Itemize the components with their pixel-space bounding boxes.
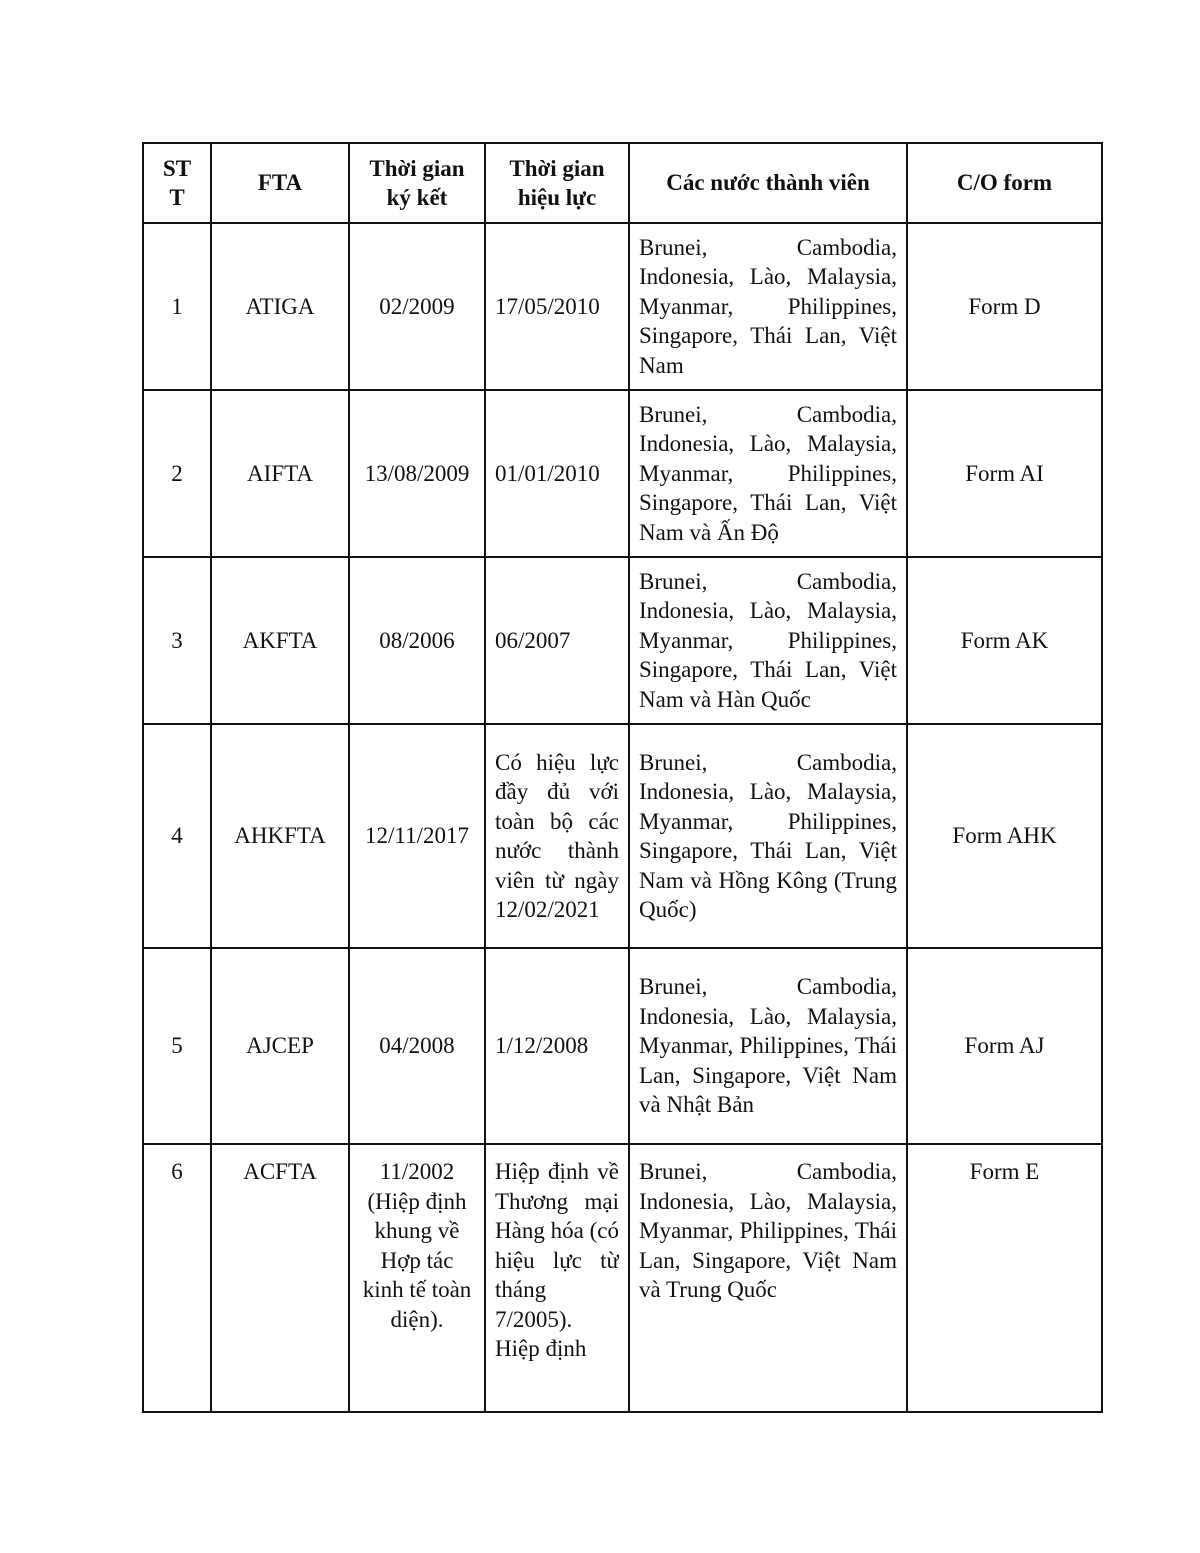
cell-members: Brunei, Cambodia, Indonesia, Lào, Malaysia, Myanmar, Philippines, Singapore, Thái Lan, Việt Nam và Hàn Quốc [629,557,907,724]
cell-fta: AIFTA [211,390,349,557]
cell-co-form: Form AJ [907,948,1102,1144]
cell-signed: 11/2002 (Hiệp định khung về Hợp tác kinh tế toàn diện). [349,1144,485,1412]
table-row [143,223,1102,390]
header-signed: Thời gian ký kết [349,143,485,223]
cell-fta: AKFTA [211,557,349,724]
cell-effective: Có hiệu lực đầy đủ với toàn bộ các nước thành viên từ ngày 12/02/2021 [485,724,629,948]
cell-members: Brunei, Cambodia, Indonesia, Lào, Malaysia, Myanmar, Philippines, Singapore, Thái Lan, Việt Nam và Ấn Độ [629,390,907,557]
cell-stt: 2 [143,390,211,557]
cell-members: Brunei, Cambodia, Indonesia, Lào, Malaysia, Myanmar, Philippines, Singapore, Thái Lan, Việt Nam [629,223,907,390]
cell-members: Brunei, Cambodia, Indonesia, Lào, Malaysia, Myanmar, Philippines, Thái Lan, Singapore, Việt Nam và Nhật Bản [629,948,907,1144]
cell-stt: 3 [143,557,211,724]
cell-effective: 1/12/2008 [485,948,629,1144]
header-members: Các nước thành viên [629,143,907,223]
cell-fta: AHKFTA [211,724,349,948]
cell-co-form: Form E [907,1144,1102,1412]
fta-table [142,142,1103,1413]
table-row [143,948,1102,1144]
header-fta: FTA [211,143,349,223]
cell-co-form: Form AI [907,390,1102,557]
cell-effective: 06/2007 [485,557,629,724]
cell-effective: 17/05/2010 [485,223,629,390]
cell-members: Brunei, Cambodia, Indonesia, Lào, Malaysia, Myanmar, Philippines, Thái Lan, Singapore, Việt Nam và Trung Quốc [629,1144,907,1412]
cell-signed: 12/11/2017 [349,724,485,948]
cell-effective: 01/01/2010 [485,390,629,557]
cell-co-form: Form D [907,223,1102,390]
cell-stt: 1 [143,223,211,390]
cell-co-form: Form AHK [907,724,1102,948]
table-row [143,724,1102,948]
cell-signed: 13/08/2009 [349,390,485,557]
cell-fta: AJCEP [211,948,349,1144]
table-row [143,1144,1102,1412]
table-row [143,390,1102,557]
cell-members: Brunei, Cambodia, Indonesia, Lào, Malaysia, Myanmar, Philippines, Singapore, Thái Lan, Việt Nam và Hồng Kông (Trung Quốc) [629,724,907,948]
header-co-form: C/O form [907,143,1102,223]
table-row [143,557,1102,724]
cell-co-form: Form AK [907,557,1102,724]
cell-effective [485,1144,629,1412]
cell-stt: 6 [143,1144,211,1412]
header-effective: Thời gian hiệu lực [485,143,629,223]
header-stt: ST T [143,143,211,223]
table-header-row [143,143,1102,223]
cell-signed: 08/2006 [349,557,485,724]
cell-stt: 4 [143,724,211,948]
cell-fta: ACFTA [211,1144,349,1412]
cell-stt: 5 [143,948,211,1144]
cell-fta: ATIGA [211,223,349,390]
cell-signed: 02/2009 [349,223,485,390]
cell-effective-text: Hiệp định về Thương mại Hàng hóa (có hiệu lực từ tháng 7/2005). Hiệp định [495,1159,619,1361]
cell-signed: 04/2008 [349,948,485,1144]
